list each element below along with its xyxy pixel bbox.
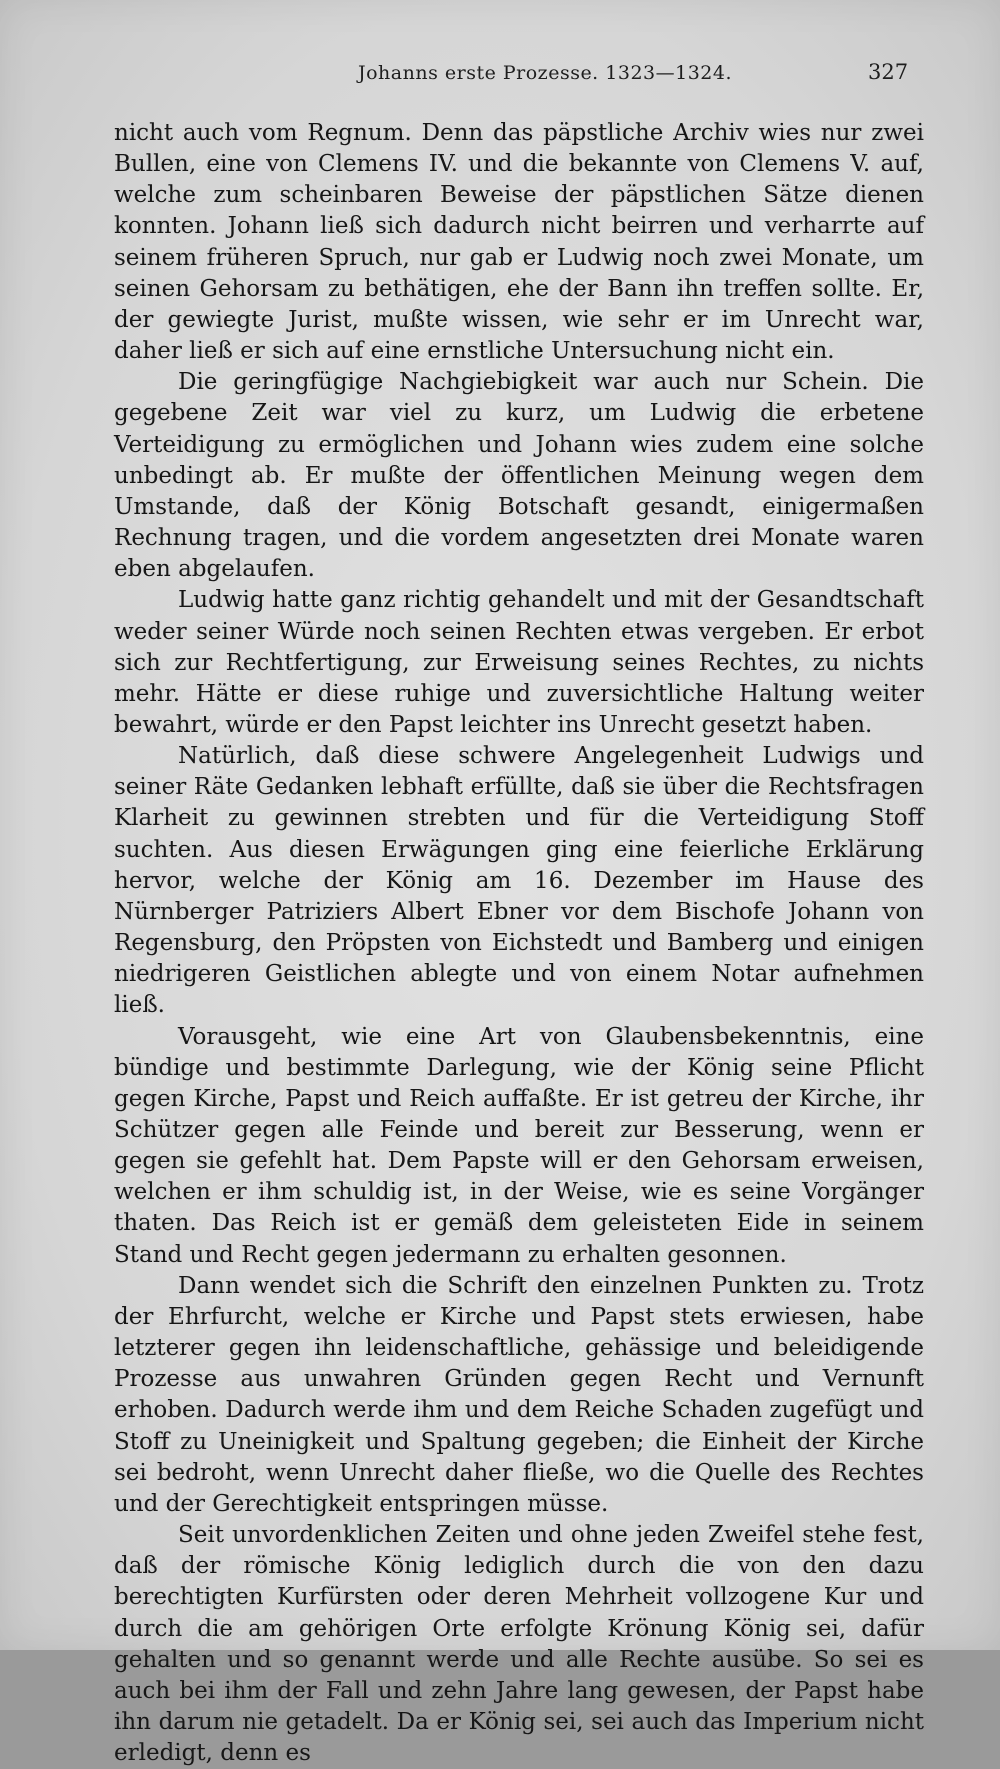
paragraph-7: Seit unvordenklichen Zeiten und ohne jeden Zweifel stehe fest, daß der römische König lediglich durch die von den dazu berechtigten Kurfürsten oder deren Mehrheit vollzogene Kur und durch die am gehörigen Orte erfolgte Krönung König sei, dafür gehalten und so genannt werde und alle Rechte ausübe. So sei es auch bei ihm der Fall und zehn Jahre lang gewesen, der Papst habe ihn darum nie getadelt. Da er König sei, sei auch das Imperium nicht erledigt, denn es: [114, 1522, 924, 1767]
running-header: [0, 62, 1000, 92]
paragraph-4: Natürlich, daß diese schwere Angelegenheit Ludwigs und seiner Räte Gedanken lebhaft erfüllte, daß sie über die Rechtsfragen Klarheit zu gewinnen strebten und für die Verteidigung Stoff suchten. Aus diesen Erwägungen ging eine feierliche Erklärung hervor, welche der König am 16. Dezember im Hause des Nürnberger Patriziers Albert Ebner vor dem Bischofe Johann von Regensburg, den Pröpsten von Eichstedt und Bamberg und einigen niedrigeren Geistlichen ablegte und von einem Notar aufnehmen ließ.: [114, 743, 924, 1019]
page-number: 327: [868, 60, 909, 84]
paragraph-6: Dann wendet sich die Schrift den einzelnen Punkten zu. Trotz der Ehrfurcht, welche er Kirche und Papst stets erwiesen, habe letzterer gegen ihn leidenschaftliche, gehässige und beleidigende Prozesse aus unwahren Gründen gegen Recht und Vernunft erhoben. Dadurch werde ihm und dem Reiche Schaden zugefügt und Stoff zu Uneinigkeit und Spaltung gegeben; die Einheit der Kirche sei bedroht, wenn Unrecht daher fließe, wo die Quelle des Rechtes und der Gerechtigkeit entspringen müsse.: [114, 1272, 924, 1517]
paragraph-5: Vorausgeht, wie eine Art von Glaubensbekenntnis, eine bündige und bestimmte Darlegung, wie der König seine Pflicht gegen Kirche, Papst und Reich auffaßte. Er ist getreu der Kirche, ihr Schützer gegen alle Feinde und bereit zur Besserung, wenn er gegen sie gefehlt hat. Dem Papste will er den Gehorsam erweisen, welchen er ihm schuldig ist, in der Weise, wie es seine Vorgänger thaten. Das Reich ist er gemäß dem geleisteten Eide in seinem Stand und Recht gegen jedermann zu erhalten gesonnen.: [114, 1023, 924, 1268]
paragraph-3: Ludwig hatte ganz richtig gehandelt und mit der Gesandtschaft weder seiner Würde noch seinen Rechten etwas vergeben. Er erbot sich zur Rechtfertigung, zur Erweisung seines Rechtes, zu nichts mehr. Hätte er diese ruhige und zuversichtliche Haltung weiter bewahrt, würde er den Papst leichter ins Unrecht gesetzt haben.: [114, 587, 924, 738]
header-title: Johanns erste Prozesse. 1323—1324.: [358, 62, 733, 84]
paragraph-1: nicht auch vom Regnum. Denn das päpstliche Archiv wies nur zwei Bullen, eine von Clemens IV. und die bekannte von Clemens V. auf, welche zum scheinbaren Beweise der päpstlichen Sätze dienen konnten. Johann ließ sich dadurch nicht beirren und verharrte auf seinem früheren Spruch, nur gab er Ludwig noch zwei Monate, um seinen Gehorsam zu bethätigen, ehe der Bann ihn treffen sollte. Er, der gewiegte Jurist, mußte wissen, wie sehr er im Unrecht war, daher ließ er sich auf eine ernstliche Untersuchung nicht ein.: [114, 120, 924, 365]
paragraph-2: Die geringfügige Nachgiebigkeit war auch nur Schein. Die gegebene Zeit war viel zu kurz, um Ludwig die erbetene Verteidigung zu ermöglichen und Johann wies zudem eine solche unbedingt ab. Er mußte der öffentlichen Meinung wegen dem Umstande, daß der König Botschaft gesandt, einigermaßen Rechnung tragen, und die vordem angesetzten drei Monate waren eben abgelaufen.: [114, 369, 924, 583]
body-text: [114, 118, 924, 1769]
